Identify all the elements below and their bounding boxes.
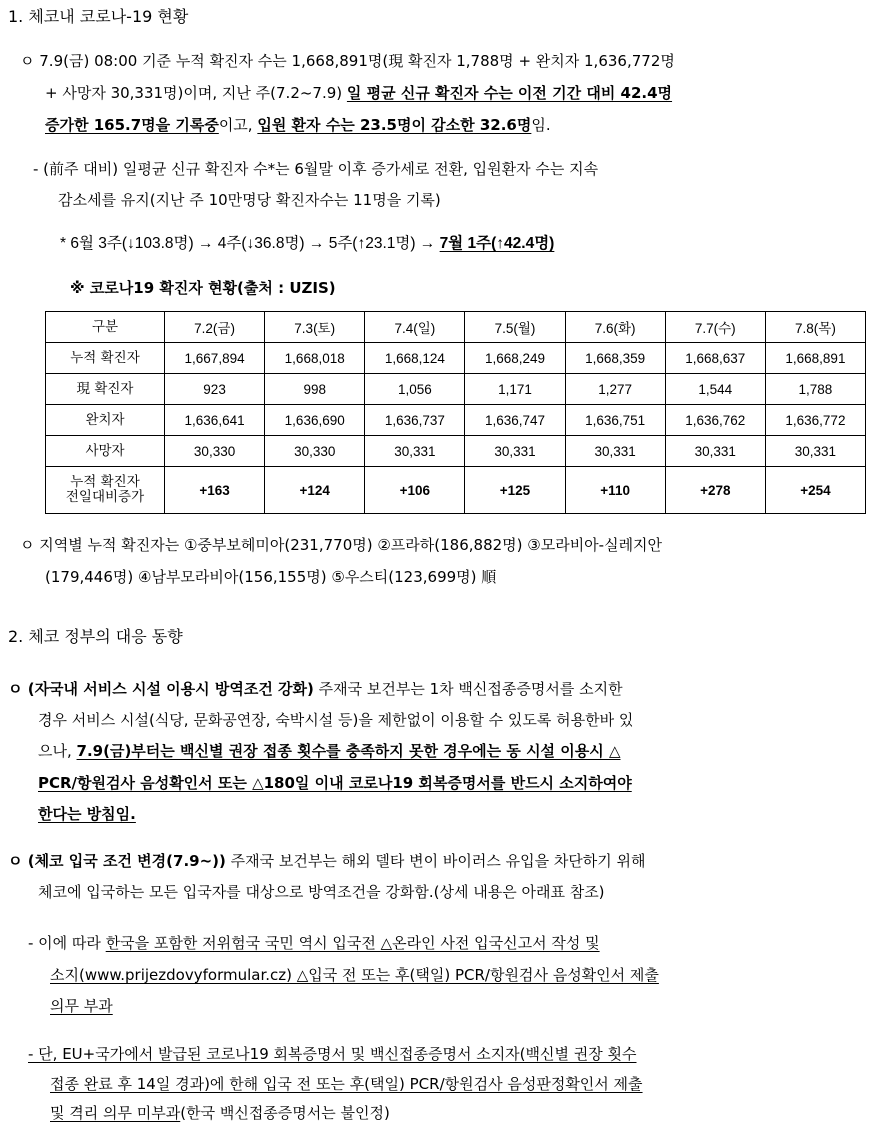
s2-p2-line2: 체코에 입국하는 모든 입국자를 대상으로 방역조건을 강화함.(상세 내용은 아래표 참조) — [38, 883, 605, 901]
s2-p3-line1 — [28, 932, 600, 954]
table-header-cell: 7.4(일) — [365, 312, 465, 343]
weekly-trend — [60, 233, 554, 255]
table-header-cell: 7.3(토) — [265, 312, 365, 343]
table-cell: 1,668,637 — [665, 343, 765, 374]
s2-p1-line2: 경우 서비스 시설(식당, 문화공연장, 숙박시설 등)을 제한없이 이용할 수 있도록 허용한바 있 — [38, 711, 634, 729]
table-cell: 30,330 — [165, 436, 265, 467]
table-row-label: 누적 확진자 — [46, 343, 165, 374]
table-cell: 998 — [265, 374, 365, 405]
weekly-trend-highlight: 7월 1주(↑42.4명) — [439, 235, 555, 252]
s1-p2-line2: 감소세를 유지(지난 주 10만명당 확진자수는 11명을 기록) — [58, 191, 441, 209]
s1-p1-line1: ㅇ 7.9(금) 08:00 기준 누적 확진자 수는 1,668,891명(現 확진자 1,788명 + 완치자 1,636,772명 — [20, 52, 675, 70]
s2-p2-line1-text: 주재국 보건부는 해외 델타 변이 바이러스 유입을 차단하기 위해 — [225, 852, 646, 870]
s2-p4-line2: 접종 완료 후 14일 경과)에 한해 입국 전 또는 후(택일) PCR/항원검사 음성판정확인서 제출 — [50, 1075, 643, 1093]
s1-p1-line3-highlight-c: 입원 환자 수는 23.5명이 감소한 32.6명 — [257, 116, 532, 134]
s1-p2-line1: - (前주 대비) 일평균 신규 확진자 수*는 6월말 이후 증가세로 전환, 입원환자 수는 지속 — [33, 160, 599, 178]
section-1-title: 1. 체코내 코로나-19 현황 — [8, 7, 189, 26]
table-row — [46, 436, 866, 467]
s2-p3-line1-highlight: 한국을 포함한 저위험국 국민 역시 입국전 △온라인 사전 입국신고서 작성 및 — [105, 934, 600, 952]
s1-p3-line1: ㅇ 지역별 누적 확진자는 ①중부보헤미아(231,770명) ②프라하(186,882명) ③모라비아-실레지안 — [20, 536, 663, 554]
s2-p2-topic: ㅇ (체코 입국 조건 변경(7.9~)) — [8, 852, 226, 870]
table-cell: +254 — [765, 467, 865, 514]
increase-label-line1: 누적 확진자 — [70, 474, 140, 490]
table-row-label: 現 확진자 — [46, 374, 165, 405]
s2-p4-line1: - 단, EU+국가에서 발급된 코로나19 회복증명서 및 백신접종증명서 소지자(백신별 권장 횟수 — [28, 1045, 637, 1063]
table-cell: 1,668,891 — [765, 343, 865, 374]
s2-p1-line3 — [38, 740, 621, 762]
table-cell: 30,331 — [665, 436, 765, 467]
table-cell: 1,636,772 — [765, 405, 865, 436]
table-cell: +125 — [465, 467, 565, 514]
table-cell: 1,668,018 — [265, 343, 365, 374]
table-row — [46, 374, 866, 405]
table-cell: 1,636,641 — [165, 405, 265, 436]
table-header-cell: 7.2(금) — [165, 312, 265, 343]
table-row-label — [46, 467, 165, 514]
s2-p1-line1 — [8, 678, 623, 700]
table-row-label: 사망자 — [46, 436, 165, 467]
s2-p4-line3-text: (한국 백신접종증명서는 불인정) — [180, 1104, 390, 1122]
table-cell: 1,056 — [365, 374, 465, 405]
table-header-cell: 7.7(수) — [665, 312, 765, 343]
section-2-title: 2. 체코 정부의 대응 동향 — [8, 627, 183, 646]
table-cell: 1,636,690 — [265, 405, 365, 436]
s2-p2-line1 — [8, 850, 646, 872]
table-cell: 30,331 — [365, 436, 465, 467]
table-row — [46, 405, 866, 436]
table-cell: 30,331 — [565, 436, 665, 467]
weekly-trend-text: * 6월 3주(↓103.8명) → 4주(↓36.8명) → 5주(↑23.1명) → — [60, 235, 440, 252]
table-cell: +106 — [365, 467, 465, 514]
s2-p1-line5: 한다는 방침임. — [38, 805, 136, 823]
table-cell: 30,331 — [465, 436, 565, 467]
table-cell: 923 — [165, 374, 265, 405]
table-cell: 30,330 — [265, 436, 365, 467]
s2-p1-line3-highlight: 7.9(금)부터는 백신별 권장 접종 횟수를 충족하지 못한 경우에는 동 시설 이용시 △ — [76, 742, 621, 760]
table-row-label: 완치자 — [46, 405, 165, 436]
table-cell: +278 — [665, 467, 765, 514]
s1-p1-line3-text-b: 이고, — [218, 116, 258, 134]
s2-p1-line1-text: 주재국 보건부는 1차 백신접종증명서를 소지한 — [313, 680, 623, 698]
table-header-row — [46, 312, 866, 343]
table-header-cell: 7.6(화) — [565, 312, 665, 343]
s1-p1-line2-text: + 사망자 30,331명)이며, 지난 주(7.2~7.9) — [45, 84, 347, 102]
table-cell: 1,668,359 — [565, 343, 665, 374]
s1-p1-line2 — [45, 82, 672, 104]
table-header-cell: 7.5(월) — [465, 312, 565, 343]
table-row-increase — [46, 467, 866, 514]
s2-p4-line3-highlight: 및 격리 의무 미부과 — [50, 1104, 181, 1122]
table-cell: 1,636,747 — [465, 405, 565, 436]
s2-p3-line2: 소지(www.prijezdovyformular.cz) △입국 전 또는 후(택일) PCR/항원검사 음성확인서 제출 — [50, 966, 659, 984]
table-header-cell: 7.8(목) — [765, 312, 865, 343]
covid-stats-table — [45, 311, 866, 514]
s1-p1-line2-highlight: 일 평균 신규 확진자 수는 이전 기간 대비 42.4명 — [346, 84, 673, 102]
s2-p3-line3: 의무 부과 — [50, 997, 113, 1015]
s2-p3-line1-text: - 이에 따라 — [28, 934, 106, 952]
table-cell: 1,636,737 — [365, 405, 465, 436]
s1-p1-line3-highlight-a: 증가한 165.7명을 기록중 — [45, 116, 219, 134]
table-cell: +163 — [165, 467, 265, 514]
s2-p1-topic: ㅇ (자국내 서비스 시설 이용시 방역조건 강화) — [8, 680, 314, 698]
s1-p1-line3-text-d: 임. — [531, 116, 551, 134]
table-cell: 1,636,762 — [665, 405, 765, 436]
table-cell: 30,331 — [765, 436, 865, 467]
table-cell: 1,667,894 — [165, 343, 265, 374]
table-title: ※ 코로나19 확진자 현황(출처 : UZIS) — [70, 279, 336, 297]
table-cell: +124 — [265, 467, 365, 514]
s2-p4-line3 — [50, 1102, 390, 1124]
table-header-cell: 구분 — [46, 312, 165, 343]
table-cell: 1,171 — [465, 374, 565, 405]
table-cell: 1,668,249 — [465, 343, 565, 374]
s1-p1-line3 — [45, 114, 551, 136]
table-cell: 1,277 — [565, 374, 665, 405]
table-cell: 1,544 — [665, 374, 765, 405]
table-cell: 1,668,124 — [365, 343, 465, 374]
s2-p1-line3-text: 으나, — [38, 742, 77, 760]
table-row — [46, 343, 866, 374]
table-cell: 1,788 — [765, 374, 865, 405]
s2-p1-line4: PCR/항원검사 음성확인서 또는 △180일 이내 코로나19 회복증명서를 반드시 소지하여야 — [38, 774, 632, 792]
table-cell: +110 — [565, 467, 665, 514]
s1-p3-line2: (179,446명) ④남부모라비아(156,155명) ⑤우스티(123,699명) 順 — [45, 568, 497, 586]
table-cell: 1,636,751 — [565, 405, 665, 436]
increase-label-line2: 전일대비증가 — [65, 489, 145, 505]
